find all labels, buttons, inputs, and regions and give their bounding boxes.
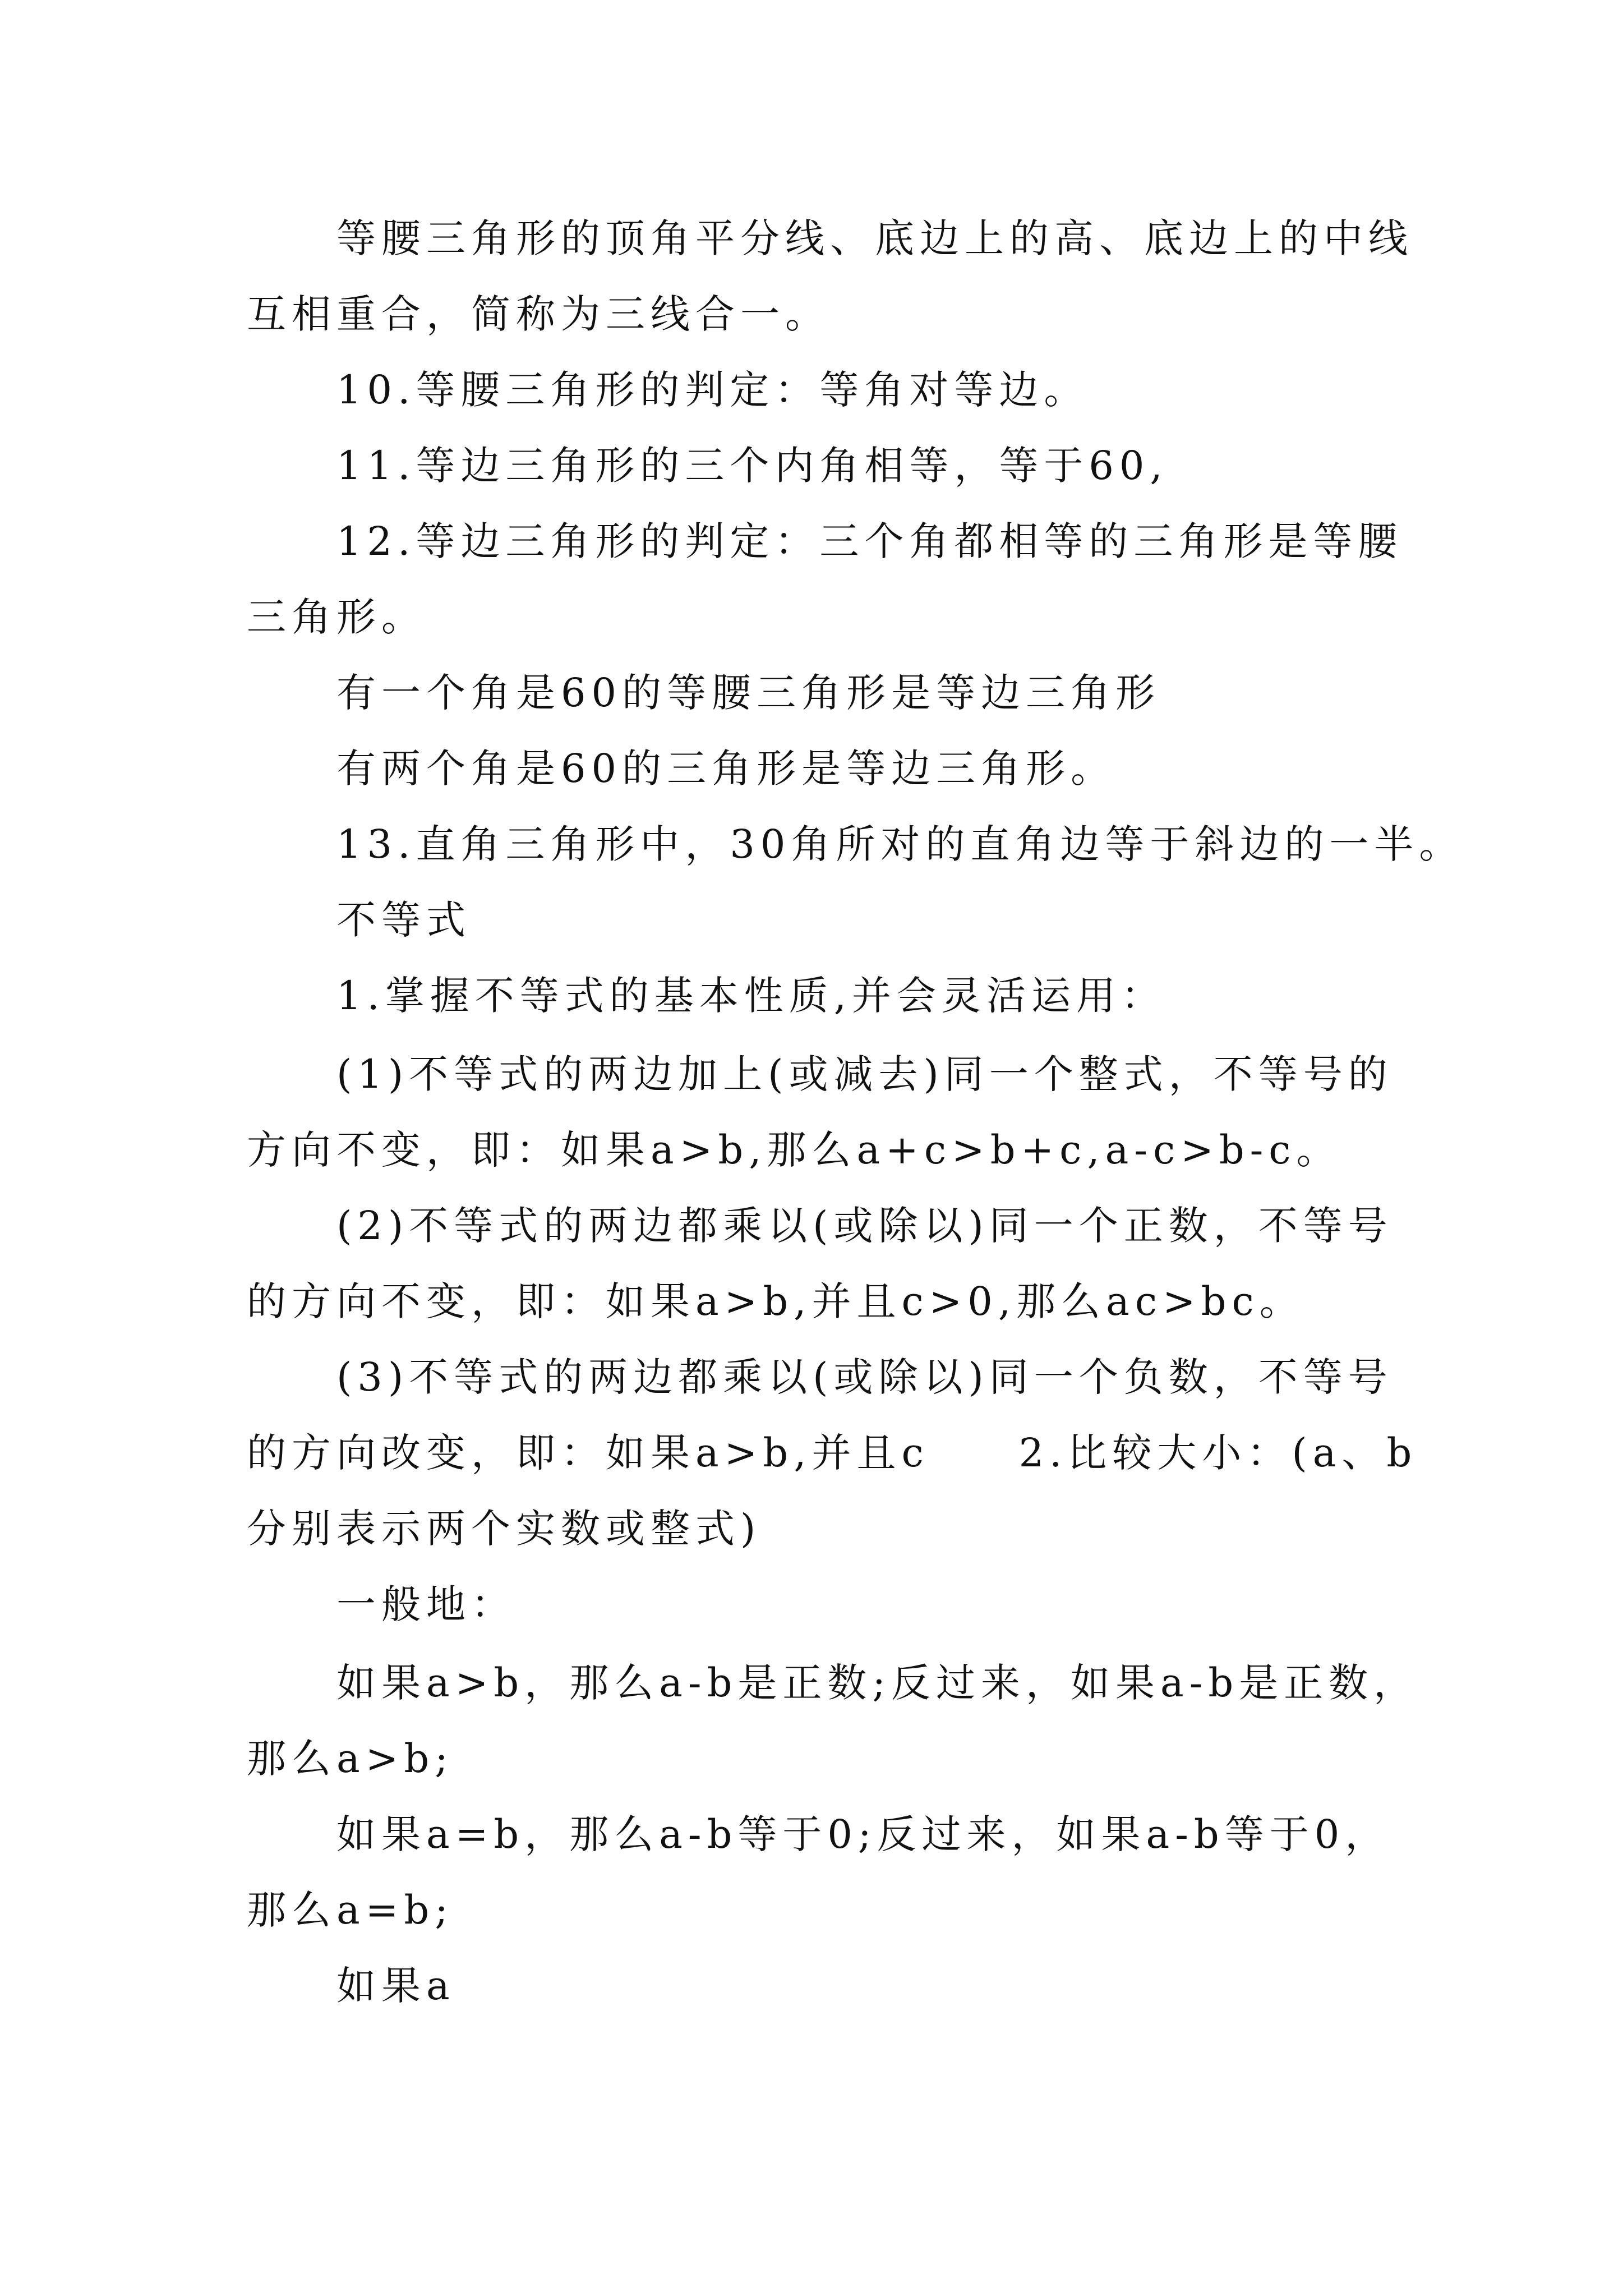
paragraph-line: 12.等边三角形的判定：三个角都相等的三角形是等腰: [336, 518, 1403, 564]
paragraph-line: 如果a: [336, 1963, 455, 2009]
paragraph-line: 三角形。: [247, 594, 426, 640]
paragraph-line: 方向不变，即：如果a>b,那么a+c>b+c,a-c>b-c。: [247, 1127, 1341, 1173]
paragraph-line: 分别表示两个实数或整式): [247, 1506, 762, 1552]
paragraph-line: 13.直角三角形中，30角所对的直角边等于斜边的一半。: [336, 821, 1464, 867]
paragraph-line: 那么a=b;: [247, 1887, 454, 1933]
paragraph-line: 那么a>b;: [247, 1736, 454, 1782]
paragraph-line: 的方向不变，即：如果a>b,并且c>0,那么ac>bc。: [247, 1278, 1304, 1324]
paragraph-line: (3)不等式的两边都乘以(或除以)同一个负数，不等号: [336, 1354, 1393, 1400]
paragraph-line: (2)不等式的两边都乘以(或除以)同一个正数，不等号: [336, 1203, 1393, 1249]
paragraph-line: 一般地：: [336, 1581, 516, 1627]
paragraph-line: 1.掌握不等式的基本性质,并会灵活运用：: [336, 973, 1166, 1019]
paragraph-line: 如果a>b，那么a-b是正数;反过来，如果a-b是正数，: [336, 1660, 1419, 1706]
paragraph-line: 11.等边三角形的三个内角相等，等于60,: [336, 443, 1168, 489]
paragraph-line: 有两个角是60的三角形是等边三角形。: [336, 746, 1116, 792]
paragraph-line: 等腰三角形的顶角平分线、底边上的高、底边上的中线: [336, 215, 1413, 261]
paragraph-line: 有一个角是60的等腰三角形是等边三角形: [336, 670, 1161, 716]
paragraph-line: 10.等腰三角形的判定：等角对等边。: [336, 367, 1089, 413]
paragraph-line: 的方向改变，即：如果a>b,并且c 2.比较大小：(a、b: [247, 1430, 1418, 1476]
section-heading: 不等式: [336, 897, 471, 943]
paragraph-line: 如果a=b，那么a-b等于0;反过来，如果a-b等于0，: [336, 1811, 1390, 1857]
paragraph-line: (1)不等式的两边加上(或减去)同一个整式，不等号的: [336, 1051, 1393, 1097]
paragraph-line: 互相重合，简称为三线合一。: [247, 291, 830, 337]
